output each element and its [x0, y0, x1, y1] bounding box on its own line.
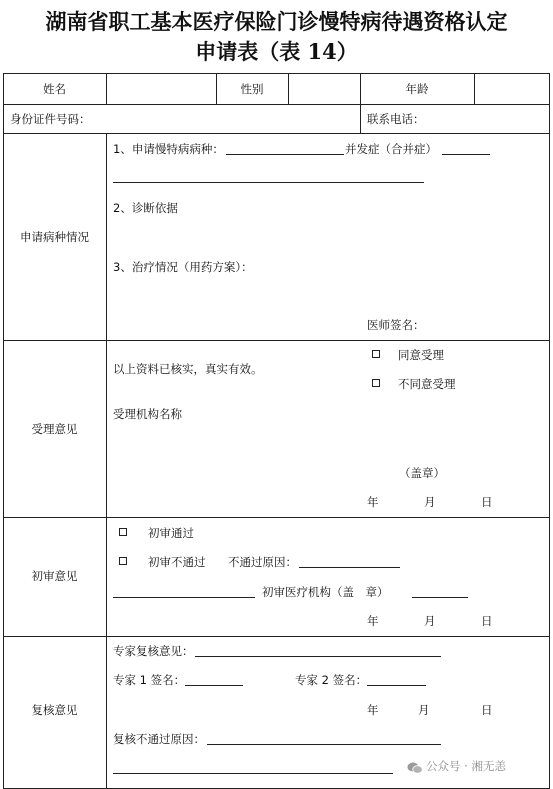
- disease-blank[interactable]: [226, 154, 344, 155]
- initial-fail-checkbox[interactable]: [119, 557, 127, 565]
- agree-checkbox[interactable]: [372, 350, 380, 358]
- review-month: 月: [418, 703, 430, 717]
- initial-fail-reason-blank[interactable]: [299, 567, 400, 568]
- agree-label: 同意受理: [398, 348, 444, 362]
- form-title-line1: 湖南省职工基本医疗保险门诊慢特病待遇资格认定: [45, 9, 508, 34]
- row-divider: [3, 517, 550, 518]
- complication-label: 并发症（合并症）: [345, 142, 437, 156]
- disease-continuation-blank[interactable]: [113, 182, 424, 183]
- expert-opinion-blank[interactable]: [195, 656, 441, 657]
- disagree-checkbox[interactable]: [372, 379, 380, 387]
- treatment-label: 3、治疗情况（用药方案）：: [113, 260, 253, 274]
- accept-month: 月: [424, 495, 436, 509]
- review-fail-reason-label: 复核不通过原因：: [113, 732, 205, 746]
- disease-item-label: 1、申请慢特病病种：: [113, 142, 224, 156]
- initial-pass-checkbox[interactable]: [119, 528, 127, 536]
- complication-blank[interactable]: [442, 154, 490, 155]
- row-divider: [3, 133, 550, 134]
- review-fail-reason-blank[interactable]: [207, 744, 441, 745]
- initial-day: 日: [481, 614, 493, 628]
- col-divider: [106, 133, 107, 789]
- review-day: 日: [481, 703, 493, 717]
- age-label: 年龄: [405, 82, 429, 96]
- doctor-signature-label: 医师签名：: [367, 318, 425, 332]
- seal-label: （盖章）: [399, 466, 445, 480]
- accept-year: 年: [367, 495, 379, 509]
- initial-org-seal-blank[interactable]: [412, 597, 468, 598]
- expert1-sign-label: 专家 1 签名：: [113, 673, 186, 687]
- row-divider: [3, 636, 550, 637]
- form-title-line2: 申请表（表 14）: [195, 39, 358, 64]
- name-field[interactable]: [107, 74, 215, 103]
- id-number-label: 身份证件号码：: [10, 112, 91, 126]
- initial-fail-label: 初审不通过: [148, 555, 206, 569]
- phone-label: 联系电话：: [367, 112, 425, 126]
- accept-section-label: 受理意见: [31, 422, 78, 436]
- age-field[interactable]: [475, 74, 548, 103]
- review-section-label: 复核意见: [31, 703, 78, 717]
- initial-year: 年: [367, 614, 379, 628]
- initial-section-label: 初审意见: [31, 569, 78, 583]
- initial-pass-label: 初审通过: [148, 526, 194, 540]
- accept-day: 日: [481, 495, 493, 509]
- verified-statement: 以上资料已核实，真实有效。: [113, 362, 263, 376]
- gender-field[interactable]: [289, 74, 359, 103]
- review-fail-reason-continuation-blank[interactable]: [113, 773, 393, 774]
- wechat-icon: [407, 759, 423, 771]
- gender-label: 性别: [240, 82, 264, 96]
- name-label: 姓名: [43, 82, 66, 96]
- col-divider: [360, 104, 361, 133]
- expert-opinion-label: 专家复核意见：: [113, 644, 194, 658]
- apply-section-label: 申请病种情况: [20, 230, 89, 244]
- disagree-label: 不同意受理: [398, 377, 456, 391]
- expert1-sign-blank[interactable]: [185, 685, 243, 686]
- watermark-text: 公众号 · 湘无恙: [426, 759, 506, 773]
- review-year: 年: [367, 703, 379, 717]
- initial-month: 月: [424, 614, 436, 628]
- initial-org-blank[interactable]: [113, 597, 255, 598]
- expert2-sign-label: 专家 2 签名：: [295, 673, 368, 687]
- initial-org-label: 初审医疗机构（盖 章）: [262, 585, 389, 599]
- accept-org-label: 受理机构名称: [113, 407, 182, 421]
- row-divider: [3, 104, 550, 105]
- row-divider: [3, 340, 550, 341]
- expert2-sign-blank[interactable]: [367, 685, 426, 686]
- diagnosis-basis-label: 2、诊断依据: [113, 201, 178, 215]
- initial-fail-reason-label: 不通过原因：: [228, 555, 297, 569]
